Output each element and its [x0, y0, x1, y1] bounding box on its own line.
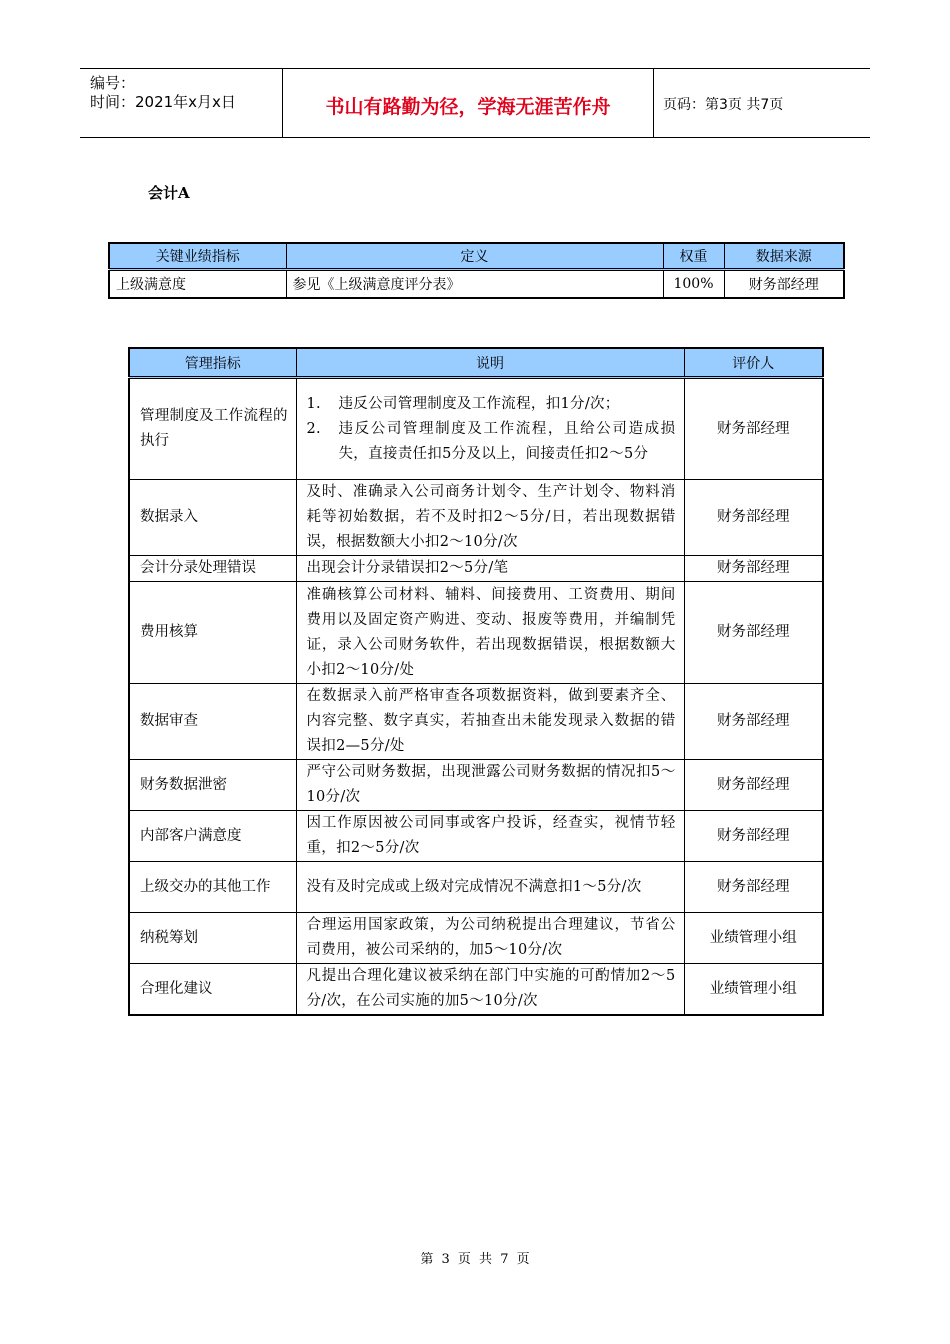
- mgmt-cell-evaluator: 财务部经理: [684, 811, 823, 862]
- kpi-table-header-row: [109, 243, 844, 270]
- mgmt-cell-indicator: 管理制度及工作流程的执行: [129, 378, 296, 480]
- list-item: [307, 417, 676, 467]
- mgmt-header-evaluator: 评价人: [684, 348, 823, 378]
- mgmt-cell-indicator: 上级交办的其他工作: [129, 862, 296, 913]
- kpi-header-weight: 权重: [663, 243, 724, 270]
- mgmt-cell-evaluator: 财务部经理: [684, 684, 823, 760]
- table-row: [129, 684, 823, 760]
- mgmt-cell-indicator: 数据审查: [129, 684, 296, 760]
- list-item-number: 2.: [306, 420, 321, 437]
- kpi-header-source: 数据来源: [724, 243, 844, 270]
- kpi-cell-source: 财务部经理: [724, 270, 844, 299]
- mgmt-cell-description: 在数据录入前严格审查各项数据资料，做到要素齐全、内容完整、数字真实，若抽查出未能发现录入数据的错误扣2—5分/处: [296, 684, 684, 760]
- mgmt-cell-evaluator: 业绩管理小组: [684, 913, 823, 964]
- description-list: [307, 392, 676, 467]
- header-motto-cell: [282, 69, 654, 137]
- list-item-text: 违反公司管理制度及工作流程，扣1分/次；: [338, 395, 620, 412]
- table-row: [109, 270, 844, 299]
- mgmt-header-indicator: 管理指标: [129, 348, 296, 378]
- mgmt-cell-evaluator: 财务部经理: [684, 480, 823, 556]
- mgmt-cell-indicator: 费用核算: [129, 582, 296, 684]
- mgmt-cell-evaluator: 业绩管理小组: [684, 964, 823, 1016]
- mgmt-cell-description: [296, 378, 684, 480]
- mgmt-cell-description: 出现会计分录错误扣2～5分/笔: [296, 556, 684, 582]
- header-left-cell: [80, 69, 282, 137]
- kpi-header-definition: 定义: [286, 243, 663, 270]
- mgmt-cell-evaluator: 财务部经理: [684, 760, 823, 811]
- kpi-cell-indicator: 上级满意度: [109, 270, 286, 299]
- time-label: 时间：2021年x月x日: [90, 93, 236, 111]
- list-item: [307, 392, 676, 417]
- mgmt-cell-description: 凡提出合理化建议被采纳在部门中实施的可酌情加2～5分/次，在公司实施的加5～10分/次: [296, 964, 684, 1016]
- page-footer: 第 3 页 共 7 页: [420, 1252, 530, 1267]
- table-row: [129, 556, 823, 582]
- management-table: [128, 347, 824, 1016]
- table-row: [129, 480, 823, 556]
- motto-text: 书山有路勤为径，学海无涯苦作舟: [325, 96, 611, 118]
- mgmt-cell-evaluator: 财务部经理: [684, 556, 823, 582]
- mgmt-cell-indicator: 合理化建议: [129, 964, 296, 1016]
- mgmt-cell-description: 准确核算公司材料、辅料、间接费用、工资费用、期间费用以及固定资产购进、变动、报废等费用，并编制凭证，录入公司财务软件，若出现数据错误，根据数额大小扣2～10分/处: [296, 582, 684, 684]
- mgmt-cell-description: 及时、准确录入公司商务计划令、生产计划令、物料消耗等初始数据，若不及时扣2～5分/日，若出现数据错误，根据数额大小扣2～10分/次: [296, 480, 684, 556]
- table-row: [129, 760, 823, 811]
- mgmt-header-description: 说明: [296, 348, 684, 378]
- mgmt-cell-indicator: 纳税筹划: [129, 913, 296, 964]
- mgmt-cell-indicator: 会计分录处理错误: [129, 556, 296, 582]
- kpi-table: [108, 242, 845, 299]
- page-header: [80, 68, 870, 138]
- mgmt-table-header-row: [129, 348, 823, 378]
- doc-number-label: 编号：: [90, 74, 136, 92]
- kpi-header-indicator: 关键业绩指标: [109, 243, 286, 270]
- table-row: [129, 913, 823, 964]
- table-row: [129, 378, 823, 480]
- mgmt-cell-description: 因工作原因被公司同事或客户投诉，经查实，视情节轻重，扣2～5分/次: [296, 811, 684, 862]
- header-right-cell: [653, 69, 870, 137]
- mgmt-cell-evaluator: 财务部经理: [684, 582, 823, 684]
- mgmt-cell-indicator: 财务数据泄密: [129, 760, 296, 811]
- list-item-number: 1.: [306, 395, 321, 412]
- list-item-text: 违反公司管理制度及工作流程，且给公司造成损失，直接责任扣5分及以上，间接责任扣2～5分: [338, 420, 676, 462]
- mgmt-cell-evaluator: 财务部经理: [684, 862, 823, 913]
- table-row: [129, 862, 823, 913]
- page-number-label: 页码：第3页 共7页: [663, 97, 784, 113]
- table-row: [129, 811, 823, 862]
- mgmt-cell-description: 没有及时完成或上级对完成情况不满意扣1～5分/次: [296, 862, 684, 913]
- table-row: [129, 582, 823, 684]
- kpi-cell-weight: 100%: [663, 270, 724, 299]
- mgmt-cell-description: 合理运用国家政策，为公司纳税提出合理建议，节省公司费用，被公司采纳的，加5～10分/次: [296, 913, 684, 964]
- mgmt-cell-evaluator: 财务部经理: [684, 378, 823, 480]
- section-title: 会计A: [148, 184, 190, 202]
- mgmt-cell-indicator: 内部客户满意度: [129, 811, 296, 862]
- mgmt-cell-description: 严守公司财务数据，出现泄露公司财务数据的情况扣5～10分/次: [296, 760, 684, 811]
- mgmt-cell-indicator: 数据录入: [129, 480, 296, 556]
- kpi-cell-definition: 参见《上级满意度评分表》: [286, 270, 663, 299]
- table-row: [129, 964, 823, 1016]
